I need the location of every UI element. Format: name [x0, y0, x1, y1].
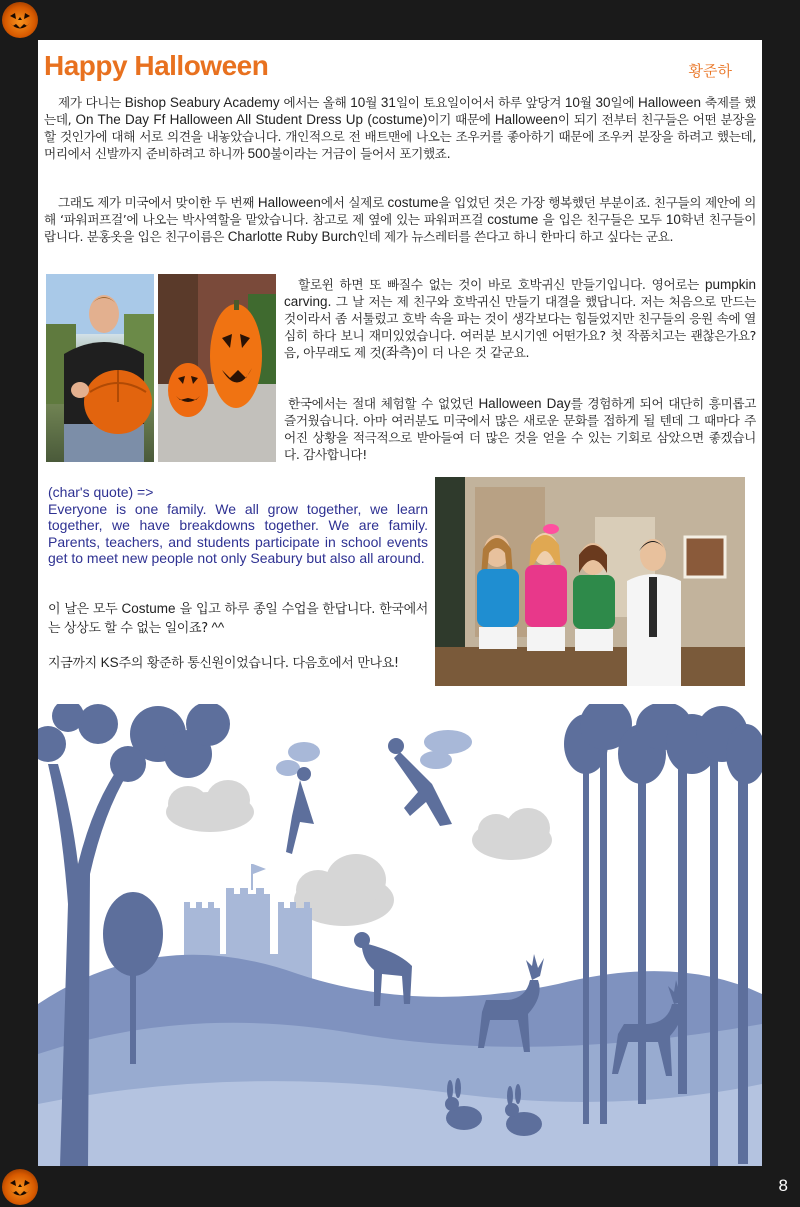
- paragraph-costume-day: 이 날은 모두 Costume 을 입고 하루 종일 수업을 한답니다. 한국에서는 상상도 할 수 없는 일이죠? ^^: [48, 601, 428, 636]
- character-quote: [48, 484, 428, 567]
- newsletter-page: [38, 40, 762, 1166]
- photo-carved-pumpkins: [158, 274, 276, 462]
- page-number: 8: [778, 1176, 788, 1195]
- fairytale-illustration: [38, 704, 762, 1166]
- photo-group-costumes: [435, 477, 745, 686]
- quote-text: Everyone is one family. We all grow together, we learn together, we have breakdowns together. We are family. Parents, teachers, and students participate in school events get to meet new people not only Seabury but also all around.: [48, 500, 428, 567]
- quote-label: (char's quote) =>: [48, 484, 154, 500]
- paragraph-signoff: 지금까지 KS주의 황준하 통신원이었습니다. 다음호에서 만나요!: [48, 655, 399, 671]
- paragraph-pumpkin-carving: 할로윈 하면 또 빠질수 없는 것이 바로 호박귀신 만들기입니다. 영어로는 pumpkin carving. 그 날 저는 제 친구와 호박귀신 만들기 대결을 했답니다. 저는 처음으로 만드는 것이라서 좀 서툴렀고 호박 속을 파는 것이 생각보다는 힘들었지만 친구들의 응원 속에 열심히 하다 보니 재미있었습니다. 여러분 보시기엔 어떤가요? 첫 작품치고는 괜찮은가요? 음, 아무래도 제 것(좌측)이 더 나은 것 같군요.: [284, 277, 756, 360]
- photo-boy-with-pumpkin: [46, 274, 154, 462]
- pumpkin-icon: [2, 1169, 38, 1205]
- fairy-icon: [388, 730, 472, 826]
- article-title: Happy Halloween: [44, 50, 269, 81]
- paragraph-intro: 제가 다니는 Bishop Seabury Academy 에서는 올해 10월 31일이 토요일이어서 하루 앞당겨 10월 30일에 Halloween 축제를 했는데, On The Day Ff Halloween All Student Dress Up (costume)이기 때문에 Halloween이 되기 전부터 친구들은 어떤 분장을 할 것인가에 대해 서로 의견을 내놓았습니다. 개인적으로 전 배트맨에 나오는 조우커를 좋아하기 때문에 조우커 분장을 하려고 했는데, 머리에서 신발까지 준비하려고 하니까 500불이라는 거금이 들어서 포기했죠.: [44, 95, 756, 161]
- article-author: 황준하: [688, 62, 732, 80]
- paragraph-conclusion: 한국에서는 절대 체험할 수 없었던 Halloween Day를 경험하게 되어 대단히 흥미롭고 즐거웠습니다. 아마 여러분도 미국에서 많은 새로운 문화를 접하게 될 텐데 그 때마다 주어진 상황을 적극적으로 받아들여 더 많은 것을 얻을 수 있는 기회로 삼았으면 좋겠습니다. 감사합니다!: [284, 396, 757, 462]
- fairy-icon: [276, 742, 320, 854]
- pumpkin-icon: [2, 2, 38, 38]
- cloud-icon: [166, 780, 552, 926]
- paragraph-costume: 그래도 제가 미국에서 맞이한 두 번째 Halloween에서 실제로 costume을 입었던 것은 가장 행복했던 부분이죠. 친구들의 제안에 의해 ‘파워퍼프걸’에 나오는 박사역할을 맡았습니다. 참고로 제 옆에 있는 파워퍼프걸 costume 을 입은 친구들은 모두 10학년 친구들이랍니다. 분홍옷을 입은 친구이름은 Charlotte Ruby Burch인데 제가 뉴스레터를 쓴다고 하니 한마디 하고 싶다는 군요.: [44, 195, 757, 244]
